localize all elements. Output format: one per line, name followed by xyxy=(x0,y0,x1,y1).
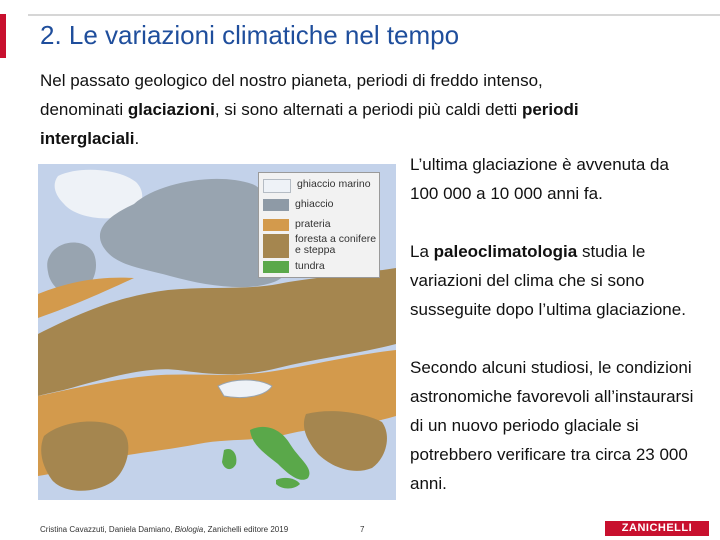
intro-term-glaciazioni: glaciazioni xyxy=(127,100,215,119)
term-paleoclimatologia: paleoclimatologia xyxy=(433,242,578,261)
legend-item xyxy=(263,219,331,231)
intro-text-1: Nel passato geologico del nostro pianeta, periodi di freddo intenso, denominati xyxy=(40,71,543,119)
legend-label: tundra xyxy=(295,260,325,272)
slide-title: 2. Le variazioni climatiche nel tempo xyxy=(40,20,460,50)
legend-swatch xyxy=(263,199,289,211)
sardinia-shape xyxy=(222,449,236,469)
page-number: 7 xyxy=(360,525,365,534)
intro-text-3: . xyxy=(134,129,140,148)
legend-label: ghiaccio marino xyxy=(297,178,371,190)
intro-text-2: , si sono alternati a periodi più caldi detti xyxy=(214,100,522,119)
title-accent-bar xyxy=(0,14,6,58)
legend-item xyxy=(263,233,377,256)
side-paragraph-1: L’ultima glaciazione è avvenuta da 100 000 a 10 000 anni fa. xyxy=(410,155,669,203)
balkans-shape xyxy=(304,411,387,471)
legend-label: prateria xyxy=(295,218,331,230)
top-rule xyxy=(28,14,720,16)
legend-item xyxy=(263,199,334,211)
footer-credit: Cristina Cavazzuti, Daniela Damiano, Biologia, Zanichelli editore 2019 xyxy=(40,525,289,534)
side-paragraph-3: Secondo alcuni studiosi, le condizioni astronomiche favorevoli all’instaurarsi di un nuovo periodo glaciale si potrebbero verificare tra circa 23 000 anni. xyxy=(410,358,694,493)
legend-swatch xyxy=(263,179,291,193)
legend-item xyxy=(263,179,371,191)
europe-glaciation-map xyxy=(38,164,396,500)
zanichelli-logo: ZANICHELLI xyxy=(605,521,709,536)
intro-term-interglaciali: periodi interglaciali xyxy=(40,100,579,148)
italy-vegetation-shape xyxy=(250,427,309,480)
map-legend xyxy=(258,172,380,278)
intro-paragraph xyxy=(40,66,600,153)
legend-swatch xyxy=(263,261,289,273)
legend-swatch xyxy=(263,234,289,258)
sicily-shape xyxy=(276,478,300,489)
iberia-shape xyxy=(41,421,128,490)
legend-swatch xyxy=(263,219,289,231)
side-text xyxy=(410,150,700,498)
legend-item xyxy=(263,261,325,273)
side-paragraph-2: La paleoclimatologia studia le variazioni del clima che si sono susseguite dopo l’ultima glaciazione. xyxy=(410,242,686,319)
legend-label: foresta a conifere e steppa xyxy=(295,233,377,256)
legend-label: ghiaccio xyxy=(295,198,334,210)
